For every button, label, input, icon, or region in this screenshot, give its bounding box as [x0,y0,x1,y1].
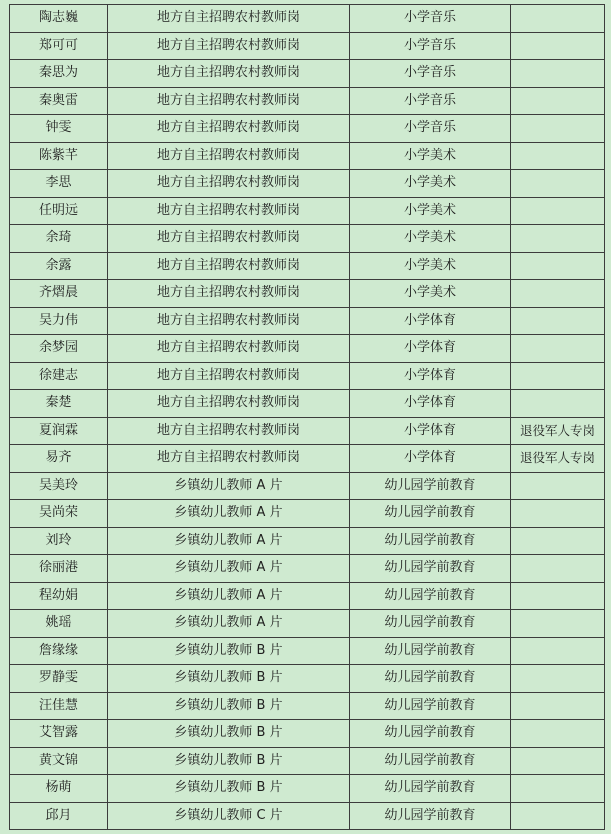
note-cell [511,142,605,170]
subject-cell: 小学音乐 [350,87,511,115]
name-cell: 黄文锦 [10,747,108,775]
table-row [10,665,605,693]
subject-cell: 小学音乐 [350,5,511,33]
subject-cell: 小学美术 [350,197,511,225]
name-cell: 钟雯 [10,115,108,143]
subject-cell: 小学音乐 [350,115,511,143]
subject-cell: 小学体育 [350,362,511,390]
name-cell: 郑可可 [10,32,108,60]
subject-cell: 小学体育 [350,307,511,335]
name-cell: 秦思为 [10,60,108,88]
name-cell: 姚瑶 [10,610,108,638]
note-cell [511,775,605,803]
post-cell: 乡镇幼儿教师 A 片 [108,555,350,583]
subject-cell: 幼儿园学前教育 [350,527,511,555]
note-cell [511,307,605,335]
table-row [10,170,605,198]
subject-cell: 幼儿园学前教育 [350,775,511,803]
name-cell: 陶志巍 [10,5,108,33]
name-cell: 刘玲 [10,527,108,555]
subject-cell: 小学美术 [350,252,511,280]
subject-cell: 小学美术 [350,170,511,198]
table-row [10,362,605,390]
table-row [10,225,605,253]
table-row [10,637,605,665]
note-cell: 退役军人专岗 [511,417,605,445]
note-cell [511,252,605,280]
note-cell [511,335,605,363]
post-cell: 地方自主招聘农村教师岗 [108,87,350,115]
note-cell [511,5,605,33]
post-cell: 乡镇幼儿教师 A 片 [108,500,350,528]
subject-cell: 幼儿园学前教育 [350,720,511,748]
table-row [10,5,605,33]
note-cell [511,362,605,390]
note-cell [511,720,605,748]
note-cell [511,60,605,88]
table-row [10,335,605,363]
table-row [10,115,605,143]
post-cell: 地方自主招聘农村教师岗 [108,5,350,33]
post-cell: 地方自主招聘农村教师岗 [108,225,350,253]
subject-cell: 小学美术 [350,280,511,308]
table-row [10,32,605,60]
post-cell: 地方自主招聘农村教师岗 [108,417,350,445]
table-row [10,692,605,720]
name-cell: 易齐 [10,445,108,473]
post-cell: 地方自主招聘农村教师岗 [108,252,350,280]
subject-cell: 幼儿园学前教育 [350,692,511,720]
name-cell: 吴美玲 [10,472,108,500]
subject-cell: 小学音乐 [350,32,511,60]
name-cell: 余露 [10,252,108,280]
name-cell: 秦楚 [10,390,108,418]
subject-cell: 幼儿园学前教育 [350,747,511,775]
post-cell: 乡镇幼儿教师 B 片 [108,747,350,775]
note-cell: 退役军人专岗 [511,445,605,473]
subject-cell: 小学体育 [350,445,511,473]
table-row [10,252,605,280]
name-cell: 吴尚荣 [10,500,108,528]
name-cell: 杨萌 [10,775,108,803]
note-cell [511,610,605,638]
subject-cell: 小学音乐 [350,60,511,88]
note-cell [511,472,605,500]
post-cell: 乡镇幼儿教师 B 片 [108,720,350,748]
name-cell: 罗静雯 [10,665,108,693]
table-row [10,527,605,555]
table-row [10,500,605,528]
table-row [10,445,605,473]
post-cell: 地方自主招聘农村教师岗 [108,280,350,308]
subject-cell: 幼儿园学前教育 [350,555,511,583]
note-cell [511,582,605,610]
subject-cell: 幼儿园学前教育 [350,472,511,500]
subject-cell: 小学体育 [350,417,511,445]
staff-table [9,4,605,830]
table-row [10,142,605,170]
subject-cell: 小学体育 [350,390,511,418]
name-cell: 吴力伟 [10,307,108,335]
note-cell [511,32,605,60]
post-cell: 乡镇幼儿教师 B 片 [108,637,350,665]
subject-cell: 幼儿园学前教育 [350,610,511,638]
table-row [10,417,605,445]
subject-cell: 幼儿园学前教育 [350,582,511,610]
note-cell [511,500,605,528]
name-cell: 夏润霖 [10,417,108,445]
post-cell: 地方自主招聘农村教师岗 [108,115,350,143]
note-cell [511,280,605,308]
post-cell: 地方自主招聘农村教师岗 [108,307,350,335]
name-cell: 程幼娟 [10,582,108,610]
table-row [10,197,605,225]
table-row [10,390,605,418]
table-row [10,60,605,88]
post-cell: 地方自主招聘农村教师岗 [108,170,350,198]
name-cell: 徐丽港 [10,555,108,583]
post-cell: 地方自主招聘农村教师岗 [108,142,350,170]
name-cell: 陈紫芊 [10,142,108,170]
note-cell [511,637,605,665]
note-cell [511,87,605,115]
post-cell: 乡镇幼儿教师 A 片 [108,472,350,500]
name-cell: 詹缘缘 [10,637,108,665]
table-row [10,87,605,115]
subject-cell: 幼儿园学前教育 [350,802,511,830]
post-cell: 乡镇幼儿教师 C 片 [108,802,350,830]
note-cell [511,692,605,720]
table-row [10,775,605,803]
post-cell: 地方自主招聘农村教师岗 [108,335,350,363]
table-row [10,555,605,583]
name-cell: 余琦 [10,225,108,253]
subject-cell: 幼儿园学前教育 [350,500,511,528]
name-cell: 徐建志 [10,362,108,390]
name-cell: 艾智露 [10,720,108,748]
name-cell: 余梦园 [10,335,108,363]
post-cell: 乡镇幼儿教师 A 片 [108,582,350,610]
name-cell: 李思 [10,170,108,198]
note-cell [511,225,605,253]
table-row [10,307,605,335]
table-row [10,747,605,775]
table-row [10,720,605,748]
post-cell: 乡镇幼儿教师 B 片 [108,665,350,693]
table-body [10,5,605,830]
table-row [10,280,605,308]
note-cell [511,197,605,225]
name-cell: 任明远 [10,197,108,225]
post-cell: 乡镇幼儿教师 B 片 [108,775,350,803]
post-cell: 地方自主招聘农村教师岗 [108,197,350,225]
post-cell: 乡镇幼儿教师 A 片 [108,527,350,555]
note-cell [511,390,605,418]
note-cell [511,170,605,198]
post-cell: 地方自主招聘农村教师岗 [108,32,350,60]
subject-cell: 幼儿园学前教育 [350,637,511,665]
post-cell: 地方自主招聘农村教师岗 [108,362,350,390]
post-cell: 乡镇幼儿教师 A 片 [108,610,350,638]
note-cell [511,802,605,830]
table-row [10,582,605,610]
subject-cell: 幼儿园学前教育 [350,665,511,693]
note-cell [511,747,605,775]
name-cell: 齐熠晨 [10,280,108,308]
subject-cell: 小学美术 [350,225,511,253]
note-cell [511,115,605,143]
table-row [10,802,605,830]
note-cell [511,555,605,583]
name-cell: 秦奥雷 [10,87,108,115]
post-cell: 地方自主招聘农村教师岗 [108,445,350,473]
subject-cell: 小学美术 [350,142,511,170]
table-row [10,472,605,500]
table-row [10,610,605,638]
note-cell [511,665,605,693]
name-cell: 邱月 [10,802,108,830]
note-cell [511,527,605,555]
name-cell: 汪佳慧 [10,692,108,720]
subject-cell: 小学体育 [350,335,511,363]
post-cell: 地方自主招聘农村教师岗 [108,60,350,88]
post-cell: 乡镇幼儿教师 B 片 [108,692,350,720]
post-cell: 地方自主招聘农村教师岗 [108,390,350,418]
